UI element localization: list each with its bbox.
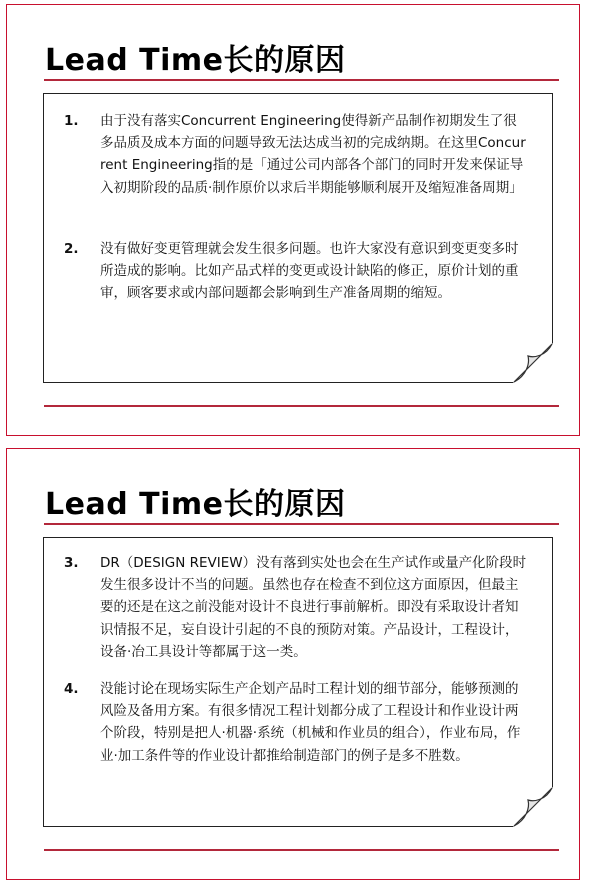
list-item <box>64 552 530 663</box>
bottom-divider <box>44 405 559 407</box>
list-item <box>64 238 530 305</box>
slide-1 <box>6 4 580 436</box>
note-box <box>43 93 553 383</box>
item-number: 1. <box>64 113 79 129</box>
item-text: 没有做好变更管理就会发生很多问题。也许大家没有意识到变更变多时所造成的影响。比如产品式样的变更或设计缺陷的修正，原价计划的重审，顾客要求或内部问题都会影响到生产准备周期的缩短。 <box>100 241 519 302</box>
note-box <box>43 537 553 827</box>
list-item <box>64 110 530 199</box>
item-number: 2. <box>64 241 79 257</box>
page-curl-icon <box>512 786 554 828</box>
item-number: 3. <box>64 555 79 571</box>
slide-title: Lead Time长的原因 <box>45 487 346 522</box>
title-divider <box>44 79 559 81</box>
item-number: 4. <box>64 681 79 697</box>
bottom-divider <box>44 849 559 851</box>
item-text: DR（DESIGN REVIEW）没有落到实处也会在生产试作或量产化阶段时发生很多设计不当的问题。虽然也存在检查不到位这方面原因，但最主要的还是在这之前没能对设计不良进行事前解析。即没有采取设计者知识情报不足，妄自设计引起的不良的预防对策。产品设计，工程设计，设备·冶工具设计等都属于这一类。 <box>100 555 527 660</box>
slide-title: Lead Time长的原因 <box>45 43 346 78</box>
slide-2 <box>6 448 580 880</box>
title-divider <box>44 523 559 525</box>
list-item <box>64 678 530 767</box>
page-curl-icon <box>512 342 554 384</box>
item-text: 没能讨论在现场实际生产企划产品时工程计划的细节部分，能够预测的风险及备用方案。有很多情况工程计划都分成了工程设计和作业设计两个阶段，特别是把人·机器·系统（机械和作业员的组合），作业布局，作业·加工条件等的作业设计都推给制造部门的例子是多不胜数。 <box>100 681 521 764</box>
item-text: 由于没有落实Concurrent Engineering使得新产品制作初期发生了很多品质及成本方面的问题导致无法达成当初的完成纳期。在这里Concurrent Engineering指的是「通过公司内部各个部门的同时开发来保证导入初期阶段的品质·制作原价以求后半期能够顺利展开及缩短准备周期」 <box>100 113 526 196</box>
